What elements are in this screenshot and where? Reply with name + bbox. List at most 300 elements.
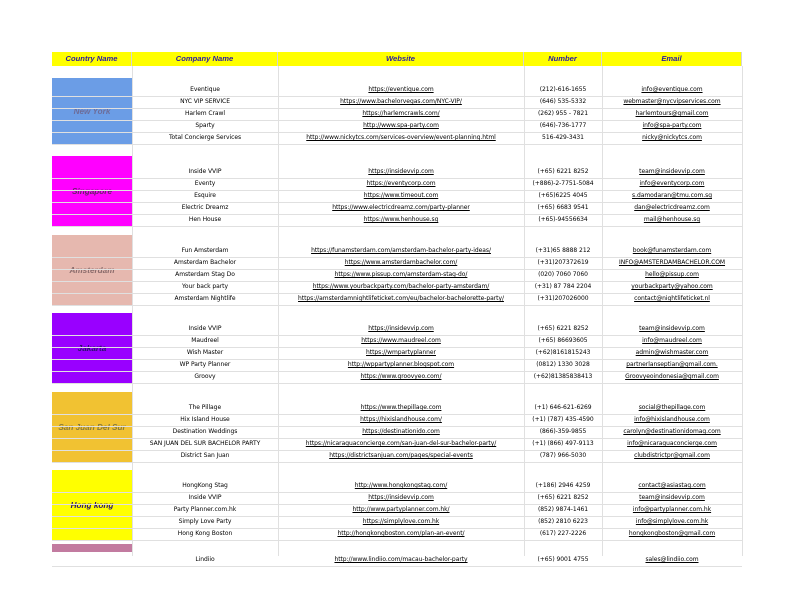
website-column-cell[interactable]: [278, 120, 524, 132]
company-cell: Inside VVIP: [188, 494, 222, 501]
company-cell: Sparty: [195, 122, 215, 129]
company-cell: WP Party Planner: [179, 361, 231, 368]
table-row: [52, 96, 742, 108]
number-column-cell[interactable]: [524, 96, 602, 108]
company-cell: Amsterdam Bachelor: [173, 259, 237, 266]
grid-line: [52, 383, 742, 384]
email-column-cell[interactable]: [602, 347, 742, 359]
header-country[interactable]: Country Name: [52, 52, 132, 66]
country-name: Amsterdam: [69, 265, 115, 275]
email-column-cell[interactable]: [602, 402, 742, 414]
number-column-cell[interactable]: [524, 178, 602, 190]
email-column-cell[interactable]: [602, 335, 742, 347]
number-column-cell[interactable]: [524, 492, 602, 504]
country-name: Jakarta: [77, 343, 107, 353]
company-cell: Inside VVIP: [188, 325, 222, 332]
company-cell: Inside VVIP: [188, 168, 222, 175]
email-link[interactable]: webmaster@nycvipservices.com: [623, 98, 721, 105]
website-link[interactable]: https://insidevvip.com: [368, 325, 434, 332]
website-column-cell[interactable]: [278, 323, 524, 335]
website-column-cell[interactable]: [278, 359, 524, 371]
website-column-cell[interactable]: [278, 480, 524, 492]
website-column-cell[interactable]: [278, 492, 524, 504]
number-cell: (262) 955 - 7821: [538, 110, 588, 117]
email-column-cell[interactable]: [602, 214, 742, 226]
company-cell: Lindiio: [195, 556, 215, 563]
country-name: Hong kong: [70, 500, 114, 510]
number-column-cell[interactable]: [524, 281, 602, 293]
number-cell: (646) 535-5332: [539, 98, 587, 105]
column-divider: [132, 66, 133, 556]
grid-line: [52, 144, 742, 145]
number-cell: (617) 227-2226: [539, 530, 587, 537]
column-divider: [524, 66, 525, 556]
company-cell: Hen House: [188, 216, 222, 223]
number-cell: (+65) 6683 9541: [537, 204, 589, 211]
company-cell: Maudreel: [191, 337, 219, 344]
number-cell: (+62)81385838413: [533, 373, 593, 380]
company-cell: Amsterdam Nightlife: [174, 295, 236, 302]
company-column-cell[interactable]: [132, 96, 278, 108]
website-column-cell[interactable]: [278, 293, 524, 305]
number-cell: (852) 9874-1461: [538, 506, 588, 513]
company-column-cell[interactable]: [132, 414, 278, 426]
website-link[interactable]: http://www.hongkongstag.com/: [354, 482, 448, 489]
number-column-cell[interactable]: [524, 84, 602, 96]
email-column-cell[interactable]: [602, 84, 742, 96]
company-column-cell[interactable]: [132, 281, 278, 293]
website-link[interactable]: https://www.timeout.com: [363, 192, 439, 199]
table-row: [52, 214, 742, 226]
email-link[interactable]: info@eventycorp.com: [639, 180, 705, 187]
company-cell: Groovy: [194, 373, 216, 380]
table-row: [52, 269, 742, 281]
email-link[interactable]: info@maudreel.com: [642, 337, 702, 344]
company-column-cell[interactable]: [132, 359, 278, 371]
grid-line: [52, 462, 742, 463]
email-link[interactable]: team@insidevvip.com: [639, 494, 705, 501]
email-link[interactable]: info@eventique.com: [641, 86, 703, 93]
company-column-cell[interactable]: [132, 335, 278, 347]
website-column-cell[interactable]: [278, 96, 524, 108]
table-row: [52, 371, 742, 383]
company-column-cell[interactable]: [132, 371, 278, 383]
company-cell: Hong Kong Boston: [177, 530, 233, 537]
table-row: [52, 516, 742, 528]
website-column-cell[interactable]: [278, 414, 524, 426]
company-column-cell[interactable]: [132, 245, 278, 257]
company-cell: Total Concierge Services: [168, 134, 242, 141]
website-link[interactable]: http://www.spa-party.com: [363, 122, 439, 129]
number-cell: (+186) 2946 4259: [535, 482, 591, 489]
company-cell: The Pillage: [188, 404, 222, 411]
website-link[interactable]: http://www.nickytcs.com/services-overview/event-planning.html: [306, 134, 496, 141]
header-website[interactable]: Website: [278, 52, 524, 66]
number-column-cell[interactable]: [524, 132, 602, 144]
number-column-cell[interactable]: [524, 120, 602, 132]
website-link[interactable]: https://hixislandhouse.com/: [360, 416, 442, 423]
table-row: [52, 528, 742, 540]
company-column-cell[interactable]: [132, 257, 278, 269]
number-column-cell[interactable]: [524, 323, 602, 335]
website-link[interactable]: https://simplylove.com.hk: [362, 518, 440, 525]
email-link[interactable]: info@spa-party.com: [642, 122, 702, 129]
email-column-cell[interactable]: [602, 257, 742, 269]
number-column-cell[interactable]: [524, 269, 602, 281]
number-column-cell[interactable]: [524, 480, 602, 492]
number-cell: (646)-736-1777: [539, 122, 587, 129]
company-cell: District San Juan: [180, 452, 230, 459]
table-row: [52, 281, 742, 293]
number-column-cell[interactable]: [524, 359, 602, 371]
company-column-cell[interactable]: [132, 120, 278, 132]
company-column-cell[interactable]: [132, 269, 278, 281]
website-link[interactable]: https://www.henhouse.sg: [363, 216, 439, 223]
email-column-cell[interactable]: [602, 492, 742, 504]
company-cell: Fun Amsterdam: [181, 247, 229, 254]
number-cell: (+1) (787) 435-4590: [532, 416, 594, 423]
email-column-cell[interactable]: [602, 132, 742, 144]
email-link[interactable]: info@hixislandhouse.com: [634, 416, 710, 423]
website-column-cell[interactable]: [278, 450, 524, 462]
company-column-cell[interactable]: [132, 516, 278, 528]
website-link[interactable]: https://www.maudreel.com: [361, 337, 441, 344]
company-cell: Simply Love Party: [178, 518, 232, 525]
email-link[interactable]: harlemtours@gmail.com: [635, 110, 709, 117]
country-name: New York: [73, 106, 111, 116]
table-row: [52, 347, 742, 359]
email-link[interactable]: info@partyplanner.com.hk: [632, 506, 712, 513]
column-divider: [278, 66, 279, 556]
email-column-cell[interactable]: [602, 438, 742, 450]
website-column-cell[interactable]: [278, 528, 524, 540]
company-column-cell[interactable]: [132, 347, 278, 359]
company-cell: SAN JUAN DEL SUR BACHELOR PARTY: [149, 440, 261, 447]
number-column-cell[interactable]: [524, 516, 602, 528]
number-column-cell[interactable]: [524, 335, 602, 347]
website-link[interactable]: https://nicaraguaconcierge.com/san-juan-del-sur-bachelor-party/: [305, 440, 497, 447]
email-link[interactable]: team@insidevvip.com: [639, 325, 705, 332]
number-column-cell[interactable]: [524, 202, 602, 214]
website-column-cell[interactable]: [278, 554, 524, 566]
email-link[interactable]: INFO@AMSTERDAMBACHELOR.COM: [618, 259, 726, 266]
website-column-cell[interactable]: [278, 516, 524, 528]
email-link[interactable]: hongkongboston@gmail.com: [628, 530, 716, 537]
email-link[interactable]: Groovyeoindonesia@gmail.com: [625, 373, 719, 380]
number-cell: 516-429-3431: [542, 134, 584, 141]
number-column-cell[interactable]: [524, 293, 602, 305]
company-column-cell[interactable]: [132, 293, 278, 305]
table-row: [52, 335, 742, 347]
header-number[interactable]: Number: [524, 52, 602, 66]
website-column-cell[interactable]: [278, 438, 524, 450]
email-column-cell[interactable]: [602, 281, 742, 293]
table-row: [52, 108, 742, 120]
table-row: [52, 166, 742, 178]
website-link[interactable]: http://www.partyplanner.com.hk/: [352, 506, 450, 513]
company-cell: Esquire: [194, 192, 216, 199]
email-column-cell[interactable]: [602, 323, 742, 335]
website-column-cell[interactable]: [278, 281, 524, 293]
number-column-cell[interactable]: [524, 402, 602, 414]
company-cell: Party Planner.com.hk: [173, 506, 237, 513]
email-link[interactable]: s.damodaran@tmu.com.sg: [632, 192, 712, 199]
grid-line: [52, 566, 742, 567]
website-column-cell[interactable]: [278, 402, 524, 414]
company-cell: Wish Master: [186, 349, 224, 356]
website-link[interactable]: https://funamsterdam.com/amsterdam-bachelor-party-ideas/: [311, 247, 491, 254]
website-link[interactable]: https://www.pissup.com/amsterdam-stag-do/: [334, 271, 468, 278]
website-link[interactable]: https://districtsanjuan.com/pages/special-events: [329, 452, 473, 459]
website-link[interactable]: https://destinationido.com: [362, 428, 440, 435]
number-cell: (+31) 87 784 2204: [534, 283, 592, 290]
website-column-cell[interactable]: [278, 347, 524, 359]
number-cell: (+1) (866) 497-9113: [532, 440, 594, 447]
number-cell: (+31)207372619: [537, 259, 589, 266]
website-column-cell[interactable]: [278, 214, 524, 226]
company-column-cell[interactable]: [132, 178, 278, 190]
email-link[interactable]: info@simplylove.com.hk: [635, 518, 709, 525]
email-column-cell[interactable]: [602, 504, 742, 516]
email-link[interactable]: admin@wishmaster.com: [635, 349, 709, 356]
email-link[interactable]: book@funamsterdam.com: [632, 247, 712, 254]
company-column-cell[interactable]: [132, 214, 278, 226]
email-column-cell[interactable]: [602, 516, 742, 528]
number-column-cell[interactable]: [524, 528, 602, 540]
email-link[interactable]: nicky@nickytcs.com: [642, 134, 702, 141]
email-column-cell[interactable]: [602, 269, 742, 281]
number-cell: (020) 7060 7060: [538, 271, 588, 278]
table-row: [52, 84, 742, 96]
grid-line: [52, 305, 742, 306]
table-row: [52, 359, 742, 371]
website-column-cell[interactable]: [278, 371, 524, 383]
number-cell: (+65)6225 4045: [538, 192, 588, 199]
company-column-cell[interactable]: [132, 426, 278, 438]
number-column-cell[interactable]: [524, 190, 602, 202]
number-cell: (+65) 6221 8252: [537, 325, 589, 332]
company-column-cell[interactable]: [132, 528, 278, 540]
number-cell: (+65)-94556634: [538, 216, 588, 223]
number-cell: (+62)8161815243: [535, 349, 591, 356]
company-cell: NYC VIP SERVICE: [180, 98, 230, 105]
website-link[interactable]: https://amsterdamnightlifeticket.com/eu/bachelor-bachelorette-party/: [298, 295, 504, 302]
website-column-cell[interactable]: [278, 202, 524, 214]
column-divider: [742, 66, 743, 556]
table-row: [52, 492, 742, 504]
website-link[interactable]: http://hongkongboston.com/plan-an-event/: [337, 530, 465, 537]
company-cell: Your back party: [182, 283, 228, 290]
website-column-cell[interactable]: [278, 178, 524, 190]
number-column-cell[interactable]: [524, 504, 602, 516]
company-column-cell[interactable]: [132, 202, 278, 214]
header-email[interactable]: Email: [602, 52, 742, 66]
company-cell: Amsterdam Stag Do: [175, 271, 235, 278]
company-cell: Harlem Crawl: [184, 110, 226, 117]
company-column-cell[interactable]: [132, 504, 278, 516]
number-column-cell[interactable]: [524, 438, 602, 450]
website-link[interactable]: https://eventycorp.com: [366, 180, 436, 187]
number-cell: (866)-359-9855: [539, 428, 587, 435]
email-link[interactable]: sales@lindiio.com: [645, 556, 699, 563]
number-column-cell[interactable]: [524, 426, 602, 438]
company-column-cell[interactable]: [132, 438, 278, 450]
website-column-cell[interactable]: [278, 166, 524, 178]
number-cell: (+65) 86693605: [538, 337, 588, 344]
table-row: [52, 504, 742, 516]
website-link[interactable]: http://wppartyplanner.blogspot.com: [347, 361, 455, 368]
number-column-cell[interactable]: [524, 257, 602, 269]
company-cell: HongKong Stag: [182, 482, 228, 489]
email-link[interactable]: social@thepillage.com: [638, 404, 706, 411]
number-cell: (+31)207026000: [537, 295, 589, 302]
website-link[interactable]: https://www.thepillage.com: [360, 404, 442, 411]
email-column-cell[interactable]: [602, 359, 742, 371]
table-row: [52, 190, 742, 202]
company-column-cell[interactable]: [132, 108, 278, 120]
website-link[interactable]: https://eventique.com: [368, 86, 434, 93]
number-column-cell[interactable]: [524, 371, 602, 383]
website-column-cell[interactable]: [278, 335, 524, 347]
number-cell: (0812) 1330 3028: [536, 361, 590, 368]
website-column-cell[interactable]: [278, 269, 524, 281]
website-column-cell[interactable]: [278, 190, 524, 202]
email-link[interactable]: dan@electricdreamz.com: [634, 204, 710, 211]
email-column-cell[interactable]: [602, 166, 742, 178]
number-column-cell[interactable]: [524, 245, 602, 257]
table-row: [52, 245, 742, 257]
company-column-cell[interactable]: [132, 323, 278, 335]
email-column-cell[interactable]: [602, 414, 742, 426]
website-column-cell[interactable]: [278, 132, 524, 144]
website-link[interactable]: https://www.groovyeo.com/: [360, 373, 442, 380]
email-column-cell[interactable]: [602, 202, 742, 214]
number-cell: (+1) 646-621-6269: [534, 404, 592, 411]
website-column-cell[interactable]: [278, 426, 524, 438]
country-name: Singapore: [71, 186, 113, 196]
company-column-cell[interactable]: [132, 84, 278, 96]
company-cell: Hix Island House: [180, 416, 230, 423]
email-link[interactable]: team@insidevvip.com: [639, 168, 705, 175]
email-column-cell[interactable]: [602, 108, 742, 120]
company-column-cell[interactable]: [132, 132, 278, 144]
email-link[interactable]: hello@pissup.com: [645, 271, 699, 278]
email-column-cell[interactable]: [602, 245, 742, 257]
table-row: [52, 414, 742, 426]
email-link[interactable]: yourbackparty@yahoo.com: [631, 283, 713, 290]
column-divider: [602, 66, 603, 556]
table-row: [52, 402, 742, 414]
number-cell: (+65) 9001 4755: [537, 556, 589, 563]
email-column-cell[interactable]: [602, 554, 742, 566]
table-row: [52, 438, 742, 450]
company-column-cell[interactable]: [132, 190, 278, 202]
company-cell: Electric Dreamz: [181, 204, 229, 211]
email-column-cell[interactable]: [602, 96, 742, 108]
company-column-cell[interactable]: [132, 402, 278, 414]
website-link[interactable]: https://insidevvip.com: [368, 168, 434, 175]
number-cell: (+65) 6221 8252: [537, 494, 589, 501]
grid-line: [52, 540, 742, 541]
company-column-cell[interactable]: [132, 554, 278, 566]
website-link[interactable]: https://www.bachelorvegas.com/NYC-VIP/: [340, 98, 462, 105]
table-row: [52, 257, 742, 269]
company-column-cell[interactable]: [132, 480, 278, 492]
website-column-cell[interactable]: [278, 108, 524, 120]
number-column-cell[interactable]: [524, 450, 602, 462]
grid-line: [52, 226, 742, 227]
number-cell: (+65) 6221 8252: [537, 168, 589, 175]
table-row: [52, 450, 742, 462]
table-row: [52, 323, 742, 335]
website-link[interactable]: https://www.yourbackparty.com/bachelor-party-amsterdam/: [312, 283, 490, 290]
company-column-cell[interactable]: [132, 166, 278, 178]
email-column-cell[interactable]: [602, 426, 742, 438]
number-cell: (212)-616-1655: [539, 86, 587, 93]
table-row: [52, 202, 742, 214]
number-column-cell[interactable]: [524, 347, 602, 359]
website-link[interactable]: https://wmpartyplanner: [366, 349, 436, 356]
email-column-cell[interactable]: [602, 178, 742, 190]
number-cell: (+31)65 8888 212: [535, 247, 591, 254]
website-link[interactable]: https://www.amsterdambachelor.com/: [344, 259, 458, 266]
email-column-cell[interactable]: [602, 528, 742, 540]
company-cell: Eventy: [194, 180, 216, 187]
email-column-cell[interactable]: [602, 450, 742, 462]
website-column-cell[interactable]: [278, 504, 524, 516]
header-company[interactable]: Company Name: [132, 52, 278, 66]
email-column-cell[interactable]: [602, 480, 742, 492]
email-column-cell[interactable]: [602, 190, 742, 202]
company-column-cell[interactable]: [132, 492, 278, 504]
number-cell: (787) 966-5030: [539, 452, 587, 459]
table-row: [52, 554, 742, 566]
email-column-cell[interactable]: [602, 293, 742, 305]
number-cell: (852) 2810 6223: [538, 518, 588, 525]
number-column-cell[interactable]: [524, 166, 602, 178]
website-link[interactable]: https://insidevvip.com: [368, 494, 434, 501]
website-column-cell[interactable]: [278, 245, 524, 257]
email-link[interactable]: clubdistrictpr@gmail.com: [634, 452, 710, 459]
table-row: [52, 120, 742, 132]
country-block[interactable]: [52, 544, 132, 552]
country-name: San Juan Del Sur: [58, 422, 126, 432]
email-link[interactable]: carolyn@destinationidomag.com: [623, 428, 721, 435]
number-column-cell[interactable]: [524, 554, 602, 566]
email-column-cell[interactable]: [602, 120, 742, 132]
table-row: [52, 293, 742, 305]
number-column-cell[interactable]: [524, 108, 602, 120]
website-link[interactable]: https://www.electricdreamz.com/party-planner: [332, 204, 470, 211]
email-link[interactable]: contact@asiastag.com: [638, 482, 706, 489]
table-row: [52, 480, 742, 492]
website-column-cell[interactable]: [278, 84, 524, 96]
number-cell: (+886)-2-7751-5084: [532, 180, 594, 187]
email-link[interactable]: partnerlanseptian@gmail.com.: [626, 361, 718, 368]
number-column-cell[interactable]: [524, 214, 602, 226]
website-link[interactable]: https://harlemcrawls.com/: [362, 110, 440, 117]
company-column-cell[interactable]: [132, 450, 278, 462]
table-row: [52, 178, 742, 190]
website-link[interactable]: http://www.lindiio.com/macau-bachelor-party: [334, 556, 468, 563]
website-column-cell[interactable]: [278, 257, 524, 269]
email-link[interactable]: contact@nightlifeticket.nl: [634, 295, 710, 302]
email-column-cell[interactable]: [602, 371, 742, 383]
email-link[interactable]: mail@henhouse.sg: [643, 216, 701, 223]
table-row: [52, 426, 742, 438]
email-link[interactable]: info@nicaraguaconcierge.com: [627, 440, 717, 447]
number-column-cell[interactable]: [524, 414, 602, 426]
